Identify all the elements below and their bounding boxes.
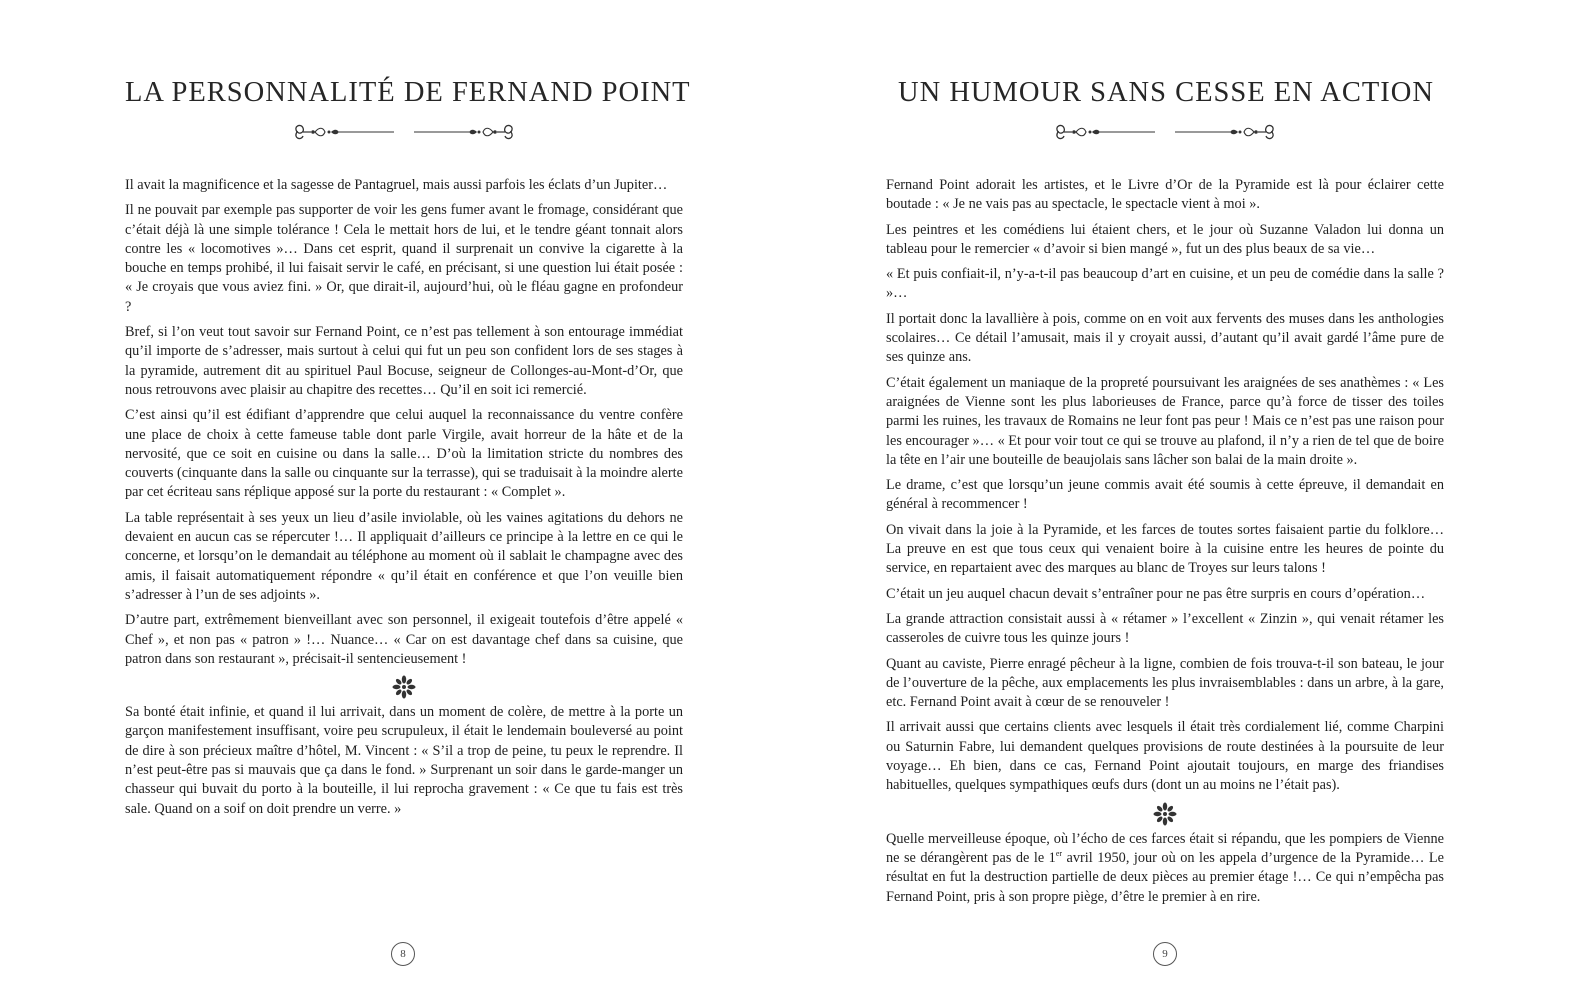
paragraph: C’était également un maniaque de la propreté poursuivant les araignées de ses anathèmes : « Les araignées de Vienne sont les plus laborieuses de France, parce qu’à force de tisser des toiles parmi les ruines, les travaux de Romains ne leur font pas peur ! Mais ce n’est pas une raison pour les encourager »… « Et pour voir tout ce qui se trouve au plafond, il n’y a rien de tel que de boire la tête en l’air une bouteille de beaujolais sans lâcher son balai de la main droite ».: [886, 374, 1444, 468]
paragraph: [886, 830, 1444, 907]
paragraph: Bref, si l’on veut tout savoir sur Fernand Point, ce n’est pas tellement à son entourage immédiat qu’il importe de s’adresser, mais surtout à celui qui fut un peu son confident lors de ses stages à la pyramide, autrement dit au spirituel Paul Bocuse, seigneur de Collonges-au-Mont-d’Or, que nous retrouvons avec plaisir au chapitre des recettes… Qu’il en soit ici remercié.: [125, 324, 683, 398]
paragraph: Il arrivait aussi que certains clients avec lesquels il était très cordialement lié, comme Charpini ou Saturnin Fabre, lui demandent quelques provisions de route destinées à la poursuite de leur voyage… Eh bien, dans ce cas, Fernand Point ajoutait toujours, en marge des friandises habituelles, quelques sympathiques œufs durs (dont un au moins ne l’était pas).: [886, 719, 1444, 794]
right-page: [790, 0, 1581, 1000]
paragraph: On vivait dans la joie à la Pyramide, et les farces de toutes sortes faisaient partie du folklore… La preuve en est que tous ceux qui venaient boire à la cuisine entre les heures de pointe du service, en repartaient avec des marques au blanc de Troyes sur leurs talons !: [886, 521, 1444, 577]
paragraph: La grande attraction consistait aussi à « rétamer » l’excellent « Zinzin », qui venait rétamer les casseroles de cuivre tous les quinze jours !: [886, 610, 1444, 647]
paragraph: Il portait donc la lavallière à pois, comme on en voit aux fervents des muses dans les anthologies scolaires… Ce détail l’amusait, mais il y croyait aussi, d’autant qu’il avait gardé l’âme pure de ses quinze ans.: [886, 310, 1444, 366]
paragraph: Il avait la magnificence et la sagesse de Pantagruel, mais aussi parfois les éclats d’un Jupiter…: [125, 177, 668, 193]
paragraph: C’est ainsi qu’il est édifiant d’apprendre que celui auquel la reconnaissance du ventre confère une place de choix à cette fameuse table dont parle Virgile, avait horreur de la hâte et de la nervosité, que ce soit en cuisine ou dans la salle… D’où la limitation stricte du nombres des couverts (cinquante dans la salle ou cinquante sur la terrasse), qui se traduisait à la moindre alerte par cet écriteau sans réplique apposé sur la porte du restaurant : « Complet ».: [125, 407, 683, 501]
flourish-divider-icon: [1050, 120, 1280, 144]
paragraph: Les peintres et les comédiens lui étaient chers, et le jour où Suzanne Valadon lui donna un tableau pour le remercier « d’avoir si bien mangé », fut un des plus beaux de sa vie…: [886, 221, 1444, 257]
paragraph-text: Quelle merveilleuse époque, où l’écho de ces farces était si répandu, que les pompiers de Vienne ne se dérangèrent pas de le 1: [886, 830, 1444, 866]
paragraph: Fernand Point adorait les artistes, et le Livre d’Or de la Pyramide est là pour éclairer cette boutade : « Je ne vais pas au spectacle, le spectacle vient à moi ».: [886, 177, 1444, 213]
flourish-divider-icon: [289, 120, 519, 144]
left-page: [0, 0, 790, 1000]
page-number: 9: [1153, 942, 1177, 966]
floral-dingbat-icon: [886, 802, 1444, 826]
ordinal-suffix: er: [1055, 849, 1063, 859]
page-number: 8: [391, 942, 415, 966]
paragraph: Il ne pouvait par exemple pas supporter de voir les gens fumer avant le fromage, considérant que c’était déjà là une simple tolérance ! Cela le mettait hors de lui, et le tendre géant tonnait alors contre les « locomotives »… Dans cet esprit, quand il surprenait un convive la cigarette à la bouche en temps prohibé, il lui faisait servir le café, en précisant, si une question lui était posée : « Je croyais que vous aviez fini. » Or, que dirait-il, aujourd’hui, où le fléau gagne en profondeur ?: [125, 202, 683, 315]
paragraph-text: avril 1950, jour où on les appela d’urgence de la Pyramide… Le résultat en fut la destruction partielle de deux pièces au premier étage !… Ce qui n’empêcha pas Fernand Point, pris à son propre piège, d’être le premier à en rire.: [886, 849, 1444, 905]
paragraph: D’autre part, extrêmement bienveillant avec son personnel, il exigeait toutefois d’être appelé « Chef », et non pas « patron » !… Nuance… « Car on est davantage chef dans sa cuisine, que patron dans son restaurant », précisait-il sentencieusement !: [125, 612, 683, 667]
paragraph: « Et puis confiait-il, n’y-a-t-il pas beaucoup d’art en cuisine, et un peu de comédie dans la salle ? »…: [886, 266, 1444, 302]
floral-dingbat-icon: [125, 675, 683, 699]
page-title: UN HUMOUR SANS CESSE EN ACTION: [898, 77, 1434, 108]
body-text: [125, 176, 683, 825]
body-text: [886, 176, 1444, 913]
paragraph: C’était un jeu auquel chacun devait s’entraîner pour ne pas être surpris en cours d’opération…: [886, 585, 1426, 602]
paragraph: Sa bonté était infinie, et quand il lui arrivait, dans un moment de colère, de mettre à la porte un garçon manifestement insuffisant, voire peu scrupuleux, il était le lendemain bouleversé au point de dire à son précieux maître d’hôtel, M. Vincent : « S’il a trop de peine, tu peux le reprendre. Il n’est peut-être pas si mauvais que ça dans le fond. » Surprenant un soir dans le garde-manger un chasseur qui buvait du porto à la bouteille, il lui reprocha gravement : « Ce que tu fais est très sale. Quand on a soif on doit prendre un verre. »: [125, 704, 683, 817]
paragraph: Quant au caviste, Pierre enragé pêcheur à la ligne, combien de fois trouva-t-il son bateau, le jour de l’ouverture de la pêche, aux emplacements les plus invraisemblables : dans un arbre, à la gare, etc. Fernand Point avait à cœur de se renouveler !: [886, 655, 1444, 711]
paragraph: Le drame, c’est que lorsqu’un jeune commis avait été soumis à cette épreuve, il demandait en général à recommencer !: [886, 477, 1444, 513]
page-title: LA PERSONNALITÉ DE FERNAND POINT: [125, 77, 691, 108]
paragraph: La table représentait à ses yeux un lieu d’asile inviolable, où les vaines agitations du dehors ne devaient en aucun cas se répercuter !… Il appliquait d’ailleurs ce principe à la lettre en ce qui le concerne, et lorsqu’on le demandait au téléphone au moment où il sablait le champagne avec des amis, il faisait automatiquement répondre « qu’il était en conférence et que l’on veuille bien s’adresser à l’un de ses adjoints ».: [125, 509, 683, 603]
